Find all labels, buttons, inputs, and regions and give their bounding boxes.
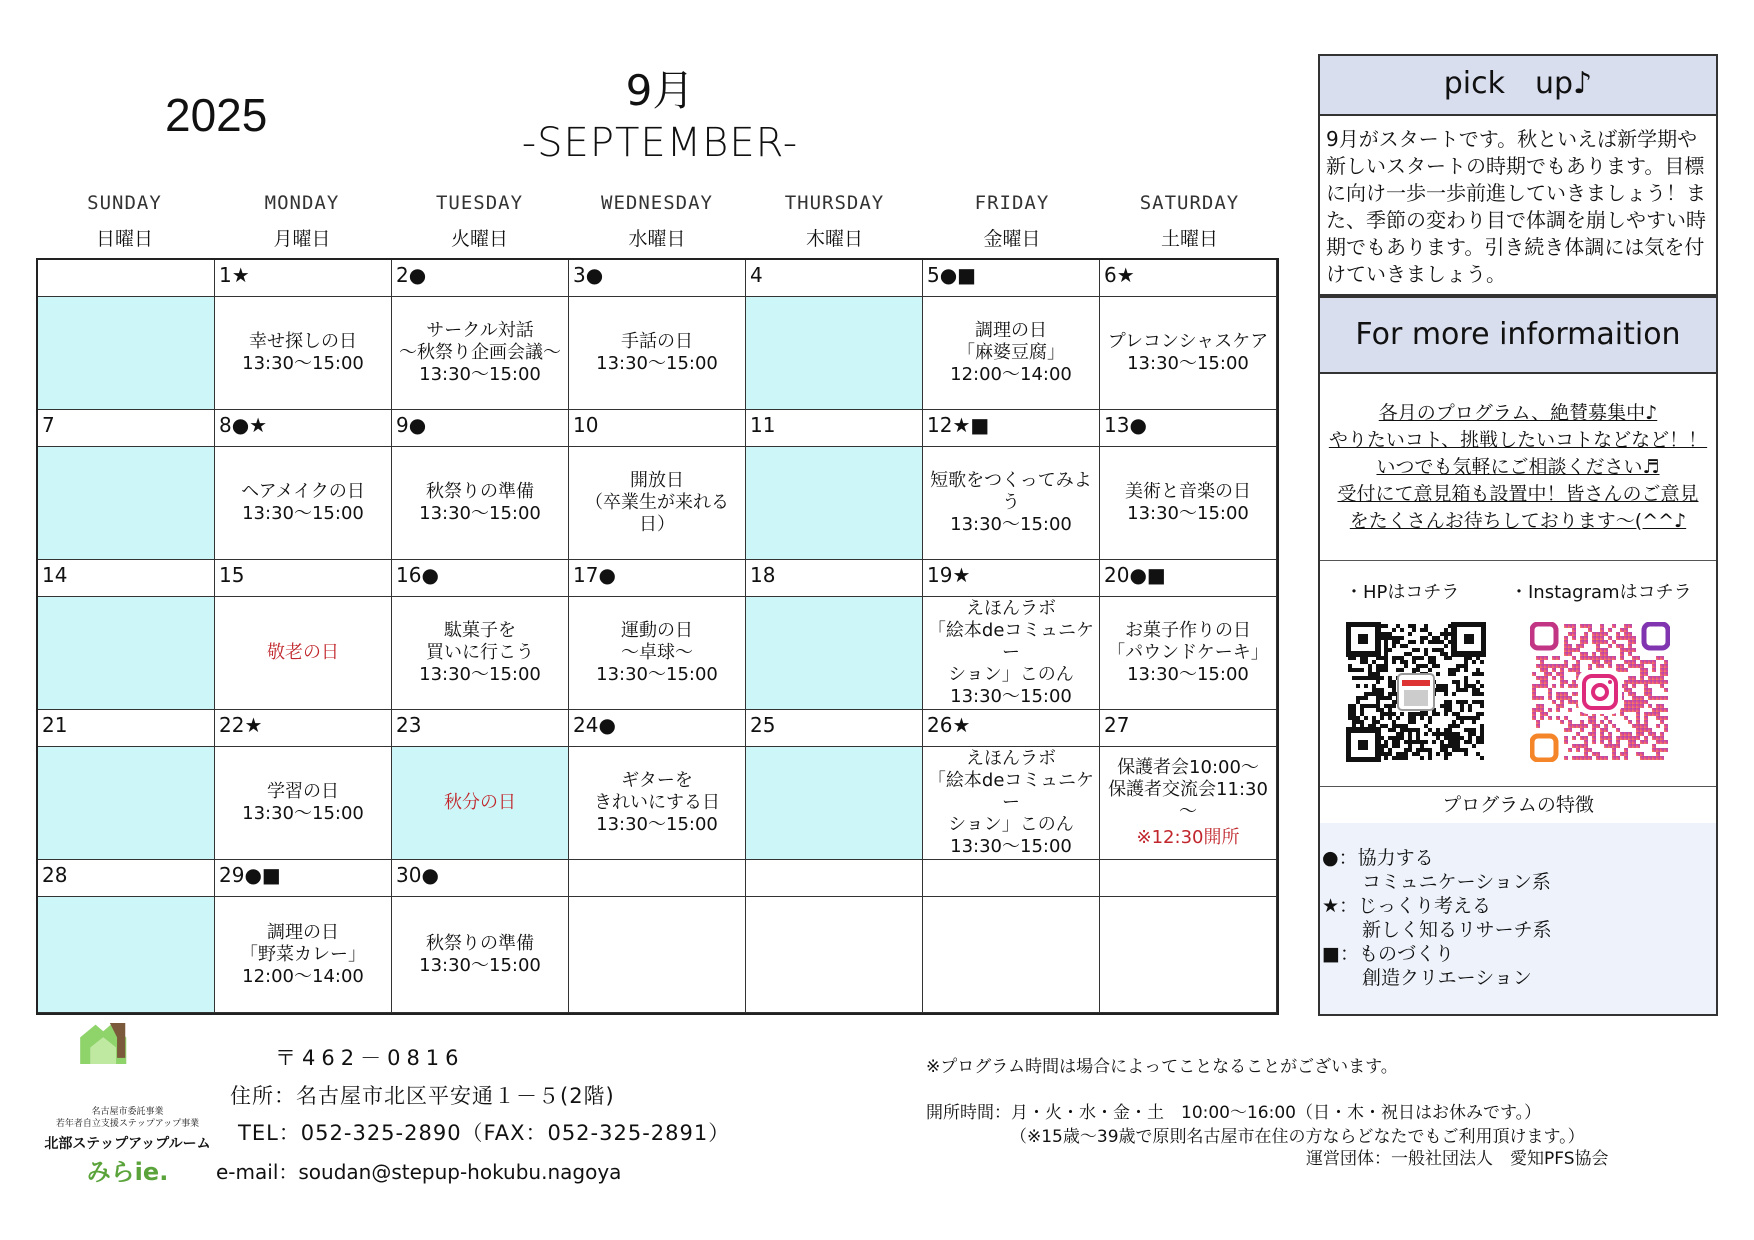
event-line: 調理の日 bbox=[975, 320, 1047, 341]
date-number: 7 bbox=[38, 410, 215, 447]
event-line: （卒業生が来れる bbox=[585, 492, 729, 513]
weekday-en: SATURDAY bbox=[1139, 192, 1240, 214]
features-list bbox=[1322, 846, 1552, 990]
weekday-en: WEDNESDAY bbox=[601, 192, 713, 214]
weekday-header bbox=[1101, 192, 1278, 251]
event-line: 保護者交流会11:30 bbox=[1108, 779, 1268, 800]
event-line: ション」このん bbox=[948, 814, 1074, 835]
date-number: 10 bbox=[569, 410, 746, 447]
pickup-title: pick up♪ bbox=[1318, 54, 1718, 116]
event-line: えほんラボ bbox=[966, 748, 1056, 769]
event-text bbox=[925, 470, 1097, 536]
weekday-header bbox=[214, 192, 391, 251]
weekday-en: TUESDAY bbox=[435, 192, 524, 214]
date-number bbox=[1100, 860, 1277, 897]
closed-day-cell bbox=[746, 297, 923, 410]
date-number bbox=[746, 860, 923, 897]
event-cell bbox=[1100, 297, 1277, 410]
date-number: 9● bbox=[392, 410, 569, 447]
event-text bbox=[242, 331, 364, 375]
event-line: サークル対話 bbox=[426, 320, 534, 341]
event-text bbox=[241, 481, 365, 525]
event-line: 13:30～15:00 bbox=[242, 503, 364, 524]
weekday-en: THURSDAY bbox=[784, 192, 885, 214]
event-line: 13:30～15:00 bbox=[596, 814, 718, 835]
event-line: 駄菓子を bbox=[444, 620, 516, 641]
event-line: 13:30～15:00 bbox=[950, 514, 1072, 535]
date-number: 16● bbox=[392, 560, 569, 597]
feature-desc: 創造クリエーション bbox=[1362, 967, 1532, 989]
info-line: をたくさんお待ちしております～(^^♪ bbox=[1349, 510, 1687, 532]
event-cell bbox=[215, 747, 392, 860]
event-cell bbox=[569, 597, 746, 710]
weekday-header bbox=[36, 192, 213, 251]
event-text bbox=[267, 642, 339, 664]
event-line: 運動の日 bbox=[621, 620, 693, 641]
date-number: 1★ bbox=[215, 260, 392, 297]
pickup-text: 9月がスタートです。秋といえば新学期や新しいスタートの時期でもあります。目標に向け一歩一歩前進していきましょう！また、季節の変わり目で体調を崩しやすい時期でもあります。引き続き体調には気を付けていきましょう。 bbox=[1326, 127, 1706, 286]
feature-mark: ■：ものづくり bbox=[1322, 943, 1454, 965]
note-eligibility: （※15歳～39歳で原則名古屋市在住の方ならどなたでもご利用頂けます。） bbox=[1010, 1127, 1585, 1147]
event-line: 13:30～15:00 bbox=[1127, 353, 1249, 374]
date-number bbox=[38, 260, 215, 297]
event-line: 「野菜カレー」 bbox=[240, 943, 366, 965]
event-line: 13:30～15:00 bbox=[1127, 503, 1249, 524]
event-line: 「絵本deコミュニケー bbox=[927, 620, 1095, 663]
event-text bbox=[399, 320, 561, 386]
note-operator: 運営団体：一般社団法人 愛知PFS協会 bbox=[1306, 1149, 1609, 1169]
event-text bbox=[1108, 331, 1268, 375]
opening-note: ※12:30開所 bbox=[1136, 827, 1240, 848]
date-number: 14 bbox=[38, 560, 215, 597]
event-line: 調理の日 bbox=[267, 921, 339, 943]
closed-day-cell bbox=[746, 597, 923, 710]
weekday-jp: 木曜日 bbox=[805, 228, 863, 250]
logo-name: 北部ステップアップルーム bbox=[44, 1136, 211, 1152]
weekday-en: MONDAY bbox=[264, 192, 340, 214]
event-cell bbox=[215, 297, 392, 410]
event-line: 開放日 bbox=[630, 470, 684, 491]
event-cell bbox=[392, 597, 569, 710]
event-line: 「パウンドケーキ」 bbox=[1107, 642, 1269, 663]
weekday-header bbox=[569, 192, 746, 251]
event-cell bbox=[746, 897, 923, 1013]
event-line: 秋祭りの準備 bbox=[426, 481, 534, 502]
event-line: 12:00～14:00 bbox=[242, 965, 364, 987]
event-line: 13:30～15:00 bbox=[950, 686, 1072, 707]
event-line: 「麻婆豆腐」 bbox=[957, 342, 1065, 363]
month-title-en: -SEPTEMBER- bbox=[521, 120, 799, 166]
event-cell bbox=[923, 297, 1100, 410]
note-opening-hours: 開所時間：月・火・水・金・土 10:00～16:00（日・木・祝日はお休みです。） bbox=[926, 1103, 1542, 1123]
weekday-header bbox=[924, 192, 1101, 251]
info-line: 各月のプログラム、絶賛募集中♪ bbox=[1378, 402, 1658, 424]
date-number: 17● bbox=[569, 560, 746, 597]
closed-day-cell bbox=[38, 447, 215, 560]
event-line: ～秋祭り企画会議～ bbox=[399, 342, 561, 363]
event-text bbox=[419, 481, 541, 525]
event-text bbox=[925, 598, 1097, 708]
date-number: 28 bbox=[38, 860, 215, 897]
holiday-name: 秋分の日 bbox=[444, 792, 516, 813]
event-text bbox=[1125, 481, 1251, 525]
hp-label: ・HPはコチラ bbox=[1345, 582, 1460, 603]
event-line: ～ bbox=[1179, 801, 1197, 822]
closed-day-cell bbox=[38, 747, 215, 860]
event-cell bbox=[1100, 897, 1277, 1013]
date-number: 20●■ bbox=[1100, 560, 1277, 597]
event-line: 秋祭りの準備 bbox=[426, 932, 534, 954]
date-number: 5●■ bbox=[923, 260, 1100, 297]
event-line: 日） bbox=[639, 514, 675, 535]
instagram-label: ・Instagramはコチラ bbox=[1510, 582, 1692, 603]
info-title: For more informaition bbox=[1318, 296, 1718, 374]
event-line: 短歌をつくってみよう bbox=[930, 470, 1092, 513]
weekday-header bbox=[746, 192, 923, 251]
date-number: 19★ bbox=[923, 560, 1100, 597]
event-text bbox=[596, 620, 718, 686]
month-title-jp: 9月 bbox=[625, 66, 695, 115]
event-text bbox=[419, 933, 541, 977]
hp-qr-code[interactable] bbox=[1346, 622, 1486, 762]
event-text bbox=[596, 331, 718, 375]
date-number: 21 bbox=[38, 710, 215, 747]
event-line: えほんラボ bbox=[966, 598, 1056, 619]
closed-day-cell bbox=[746, 447, 923, 560]
event-cell bbox=[923, 597, 1100, 710]
date-number: 30● bbox=[392, 860, 569, 897]
event-line: 13:30～15:00 bbox=[596, 353, 718, 374]
event-text bbox=[1108, 757, 1268, 849]
holiday-name: 敬老の日 bbox=[267, 642, 339, 663]
event-cell bbox=[215, 597, 392, 710]
date-number: 26★ bbox=[923, 710, 1100, 747]
event-line: 13:30～15:00 bbox=[419, 664, 541, 685]
date-number: 27 bbox=[1100, 710, 1277, 747]
event-line: 13:30～15:00 bbox=[950, 836, 1072, 857]
event-text bbox=[925, 748, 1097, 858]
closed-day-cell bbox=[38, 597, 215, 710]
email[interactable]: e-mail：soudan@stepup-hokubu.nagoya bbox=[216, 1160, 622, 1184]
weekday-jp: 土曜日 bbox=[1160, 228, 1218, 250]
event-line: 13:30～15:00 bbox=[1127, 664, 1249, 685]
event-text bbox=[242, 781, 364, 825]
event-line: お菓子作りの日 bbox=[1124, 620, 1251, 641]
date-number: 12★■ bbox=[923, 410, 1100, 447]
date-number: 13● bbox=[1100, 410, 1277, 447]
event-text bbox=[419, 620, 541, 686]
address: 住所：名古屋市北区平安通１－５(2階) bbox=[230, 1084, 615, 1108]
event-line: 13:30～15:00 bbox=[419, 503, 541, 524]
event-line: 手話の日 bbox=[621, 331, 693, 352]
event-cell bbox=[569, 747, 746, 860]
weekday-jp: 月曜日 bbox=[273, 228, 331, 250]
event-cell bbox=[923, 897, 1100, 1013]
event-line: プレコンシャスケア bbox=[1107, 331, 1269, 352]
info-message bbox=[1320, 400, 1716, 535]
event-line: 13:30～15:00 bbox=[242, 353, 364, 374]
date-number bbox=[923, 860, 1100, 897]
event-line: 13:30～15:00 bbox=[419, 954, 541, 976]
event-line: 13:30～15:00 bbox=[419, 364, 541, 385]
feature-mark: ★：じっくり考える bbox=[1322, 895, 1492, 917]
closed-day-cell bbox=[392, 747, 569, 860]
event-line: 学習の日 bbox=[267, 781, 339, 802]
date-number: 23 bbox=[392, 710, 569, 747]
postal-code: 〒462－0816 bbox=[275, 1046, 465, 1070]
note-program-time: ※プログラム時間は場合によってことなることがございます。 bbox=[926, 1057, 1398, 1077]
event-text bbox=[594, 770, 720, 836]
event-cell bbox=[923, 747, 1100, 860]
event-text bbox=[1107, 620, 1269, 686]
event-cell bbox=[923, 447, 1100, 560]
event-line: 12:00～14:00 bbox=[950, 364, 1072, 385]
event-cell bbox=[1100, 747, 1277, 860]
event-line: ヘアメイクの日 bbox=[241, 481, 365, 502]
date-number: 24● bbox=[569, 710, 746, 747]
event-cell bbox=[1100, 447, 1277, 560]
date-number: 4 bbox=[746, 260, 923, 297]
event-line: ション」このん bbox=[948, 664, 1074, 685]
date-number bbox=[569, 860, 746, 897]
feature-desc: 新しく知るリサーチ系 bbox=[1362, 919, 1552, 941]
date-number: 3● bbox=[569, 260, 746, 297]
event-text bbox=[240, 922, 366, 988]
weekday-jp: 日曜日 bbox=[95, 228, 153, 250]
date-number: 11 bbox=[746, 410, 923, 447]
event-cell bbox=[392, 447, 569, 560]
event-cell bbox=[392, 297, 569, 410]
closed-day-cell bbox=[38, 897, 215, 1013]
feature-desc: コミュニケーション系 bbox=[1362, 871, 1551, 893]
event-cell bbox=[215, 897, 392, 1013]
weekday-header bbox=[391, 192, 568, 251]
closed-day-cell bbox=[746, 747, 923, 860]
instagram-qr-code[interactable] bbox=[1530, 622, 1670, 762]
date-number: 29●■ bbox=[215, 860, 392, 897]
event-cell bbox=[392, 897, 569, 1013]
info-line: やりたいコト、挑戦したいコトなどなど！！ bbox=[1328, 429, 1708, 451]
weekday-jp: 火曜日 bbox=[450, 228, 508, 250]
date-number: 15 bbox=[215, 560, 392, 597]
weekday-jp: 金曜日 bbox=[983, 228, 1041, 250]
phone-fax: TEL：052-325-2890（FAX：052-325-2891） bbox=[238, 1121, 731, 1145]
logo-brand: みらie. bbox=[86, 1158, 169, 1186]
divider bbox=[1320, 560, 1716, 561]
event-line: 買いに行こう bbox=[426, 642, 534, 663]
event-text bbox=[585, 470, 729, 536]
logo-caption: 名古屋市委託事業 bbox=[91, 1107, 164, 1117]
weekday-en: SUNDAY bbox=[87, 192, 162, 214]
event-text bbox=[950, 320, 1072, 386]
date-number: 22★ bbox=[215, 710, 392, 747]
info-line: 受付にて意見箱も設置中！皆さんのご意見 bbox=[1337, 483, 1699, 505]
event-line: 幸せ探しの日 bbox=[249, 331, 357, 352]
event-line: 美術と音楽の日 bbox=[1125, 481, 1251, 502]
event-cell bbox=[569, 297, 746, 410]
date-number: 2● bbox=[392, 260, 569, 297]
weekday-en: FRIDAY bbox=[974, 192, 1050, 214]
event-text bbox=[444, 792, 516, 814]
house-logo-icon bbox=[80, 1022, 170, 1104]
features-title: プログラムの特徴 bbox=[1320, 786, 1716, 824]
event-line: 13:30～15:00 bbox=[242, 803, 364, 824]
event-line: 保護者会10:00～ bbox=[1117, 757, 1259, 778]
feature-mark: ●：協力する bbox=[1322, 847, 1434, 869]
date-number: 8●★ bbox=[215, 410, 392, 447]
event-cell bbox=[569, 897, 746, 1013]
event-line: ギターを bbox=[621, 770, 693, 791]
event-line: きれいにする日 bbox=[594, 792, 720, 813]
weekday-jp: 水曜日 bbox=[628, 228, 686, 250]
date-number: 25 bbox=[746, 710, 923, 747]
year: 2025 bbox=[165, 89, 268, 141]
date-number: 18 bbox=[746, 560, 923, 597]
event-line: ～卓球～ bbox=[621, 642, 693, 663]
event-line: 「絵本deコミュニケー bbox=[927, 770, 1095, 813]
event-line: 13:30～15:00 bbox=[596, 664, 718, 685]
logo-caption: 若年者自立支援ステップアップ事業 bbox=[55, 1119, 200, 1129]
event-cell bbox=[569, 447, 746, 560]
closed-day-cell bbox=[38, 297, 215, 410]
event-cell bbox=[1100, 597, 1277, 710]
date-number: 6★ bbox=[1100, 260, 1277, 297]
calendar-grid bbox=[36, 258, 1279, 1015]
event-cell bbox=[215, 447, 392, 560]
info-line: いつでも気軽にご相談ください♬ bbox=[1376, 456, 1660, 478]
